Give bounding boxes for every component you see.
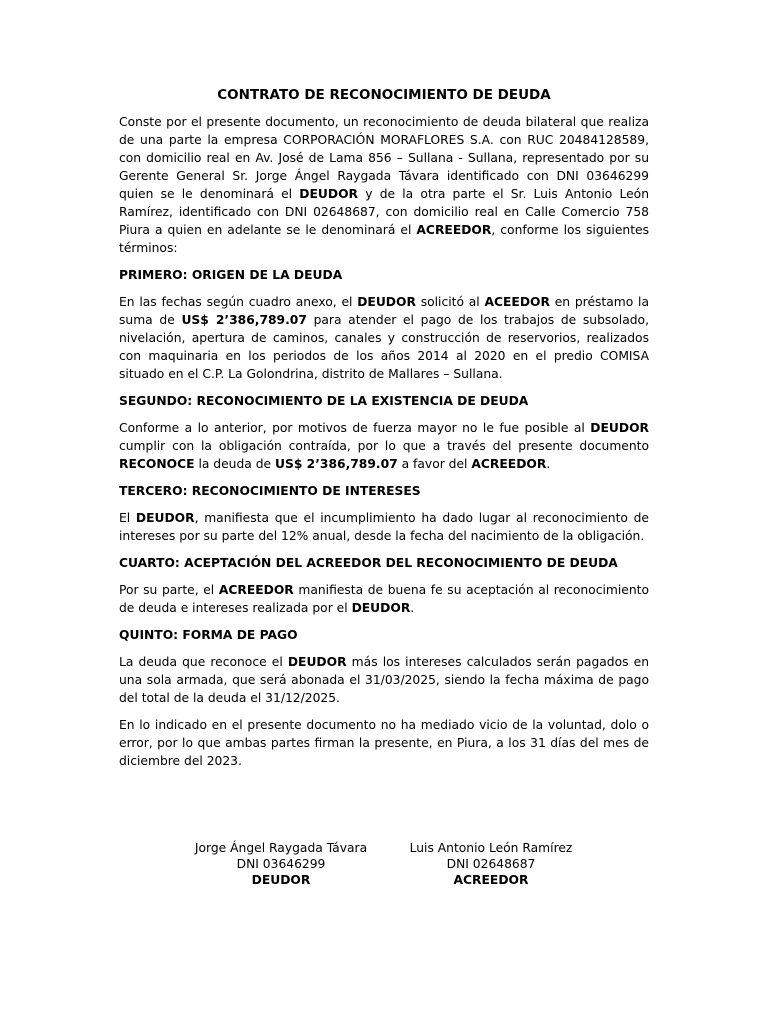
text-run: a favor del xyxy=(397,457,472,471)
text-run: solicitó al xyxy=(415,295,485,309)
clause-paragraph xyxy=(119,293,649,383)
bold-text: US$ 2’386,789.07 xyxy=(275,457,398,471)
text-run: cumplir con la obligación contraída, por lo que a través del presente documento xyxy=(119,439,649,453)
bold-text: DEUDOR xyxy=(287,655,347,669)
bold-text: DEUDOR xyxy=(351,601,411,615)
bold-text: ACREEDOR xyxy=(471,457,547,471)
text-run: y de la otra parte el Sr. Luis Antonio León Ramírez, identificado con DNI 02648687, con domicilio real en Calle Comercio 758 Piura a quien en adelante se le denominará el xyxy=(119,187,649,237)
debtor-dni: DNI 03646299 xyxy=(236,857,326,871)
clause-heading: TERCERO: RECONOCIMIENTO DE INTERESES xyxy=(119,484,421,498)
text-run: . xyxy=(410,601,415,615)
text-run: En lo indicado en el presente documento no ha mediado vicio de la voluntad, dolo o error, por lo que ambas partes firman la presente, en Piura, a los 31 días del mes de diciembre del 2023. xyxy=(119,718,649,768)
creditor-dni: DNI 02648687 xyxy=(446,857,536,871)
bold-text: DEUDOR xyxy=(299,187,359,201)
clause-heading: QUINTO: FORMA DE PAGO xyxy=(119,628,298,642)
text-run: Conste por el presente documento, un reconocimiento de deuda bilateral que realiza de una parte la empresa CORPORACIÓN MORAFLORES S.A. con RUC 20484128589, con domicilio real en Av. José de Lama 856 – Sullana - Sullana, representado por su Gerente General Sr. Jorge Ángel Raygada Távara identificado con DNI 03646299 quien se le denominará el xyxy=(119,115,649,201)
text-run: en préstamo la suma de xyxy=(119,295,649,327)
clause-paragraph xyxy=(119,509,649,545)
text-run: la deuda de xyxy=(194,457,275,471)
signature-debtor xyxy=(181,840,381,888)
intro-paragraph xyxy=(119,113,649,257)
bold-text: DEUDOR xyxy=(357,295,416,309)
creditor-role: ACREEDOR xyxy=(453,873,529,887)
clause-heading: SEGUNDO: RECONOCIMIENTO DE LA EXISTENCIA DE DEUDA xyxy=(119,394,529,408)
bold-text: ACREEDOR xyxy=(218,583,294,597)
clause-heading: PRIMERO: ORIGEN DE LA DEUDA xyxy=(119,268,343,282)
creditor-name: Luis Antonio León Ramírez xyxy=(409,841,573,855)
text-run: más los intereses calculados serán pagados en una sola armada, que será abonada el 31/03/2025, siendo la fecha máxima de pago del total de la deuda el 31/12/2025. xyxy=(119,655,649,705)
debtor-role: DEUDOR xyxy=(251,873,311,887)
document-title: CONTRATO DE RECONOCIMIENTO DE DEUDA xyxy=(217,87,551,103)
bold-text: ACREEDOR xyxy=(416,223,492,237)
text-run: . xyxy=(546,457,551,471)
text-run: manifiesta de buena fe su aceptación al reconocimiento de deuda e intereses realizada por el xyxy=(119,583,649,615)
document-body xyxy=(119,113,649,770)
bold-text: ACEEDOR xyxy=(484,295,550,309)
signature-creditor xyxy=(391,840,591,888)
contract-document xyxy=(119,86,649,779)
text-run: En las fechas según cuadro anexo, el xyxy=(119,295,358,309)
text-run: , manifiesta que el incumplimiento ha dado lugar al reconocimiento de intereses por su parte del 12% anual, desde la fecha del nacimiento de la obligación. xyxy=(119,511,649,543)
text-run: La deuda que reconoce el xyxy=(119,655,288,669)
bold-text: DEUDOR xyxy=(135,511,195,525)
text-run: Conforme a lo anterior, por motivos de fuerza mayor no le fue posible al xyxy=(119,421,591,435)
clause-paragraph xyxy=(119,419,649,473)
text-run: , conforme los siguientes términos: xyxy=(119,223,649,255)
debtor-name: Jorge Ángel Raygada Távara xyxy=(194,841,368,855)
clause-paragraph xyxy=(119,653,649,707)
clause-heading: CUARTO: ACEPTACIÓN DEL ACREEDOR DEL RECONOCIMIENTO DE DEUDA xyxy=(119,556,618,570)
clause-paragraph xyxy=(119,716,649,770)
clause-paragraph xyxy=(119,581,649,617)
text-run: para atender el pago de los trabajos de subsolado, nivelación, apertura de caminos, canales y construcción de reservorios, realizados con maquinaria en los periodos de los años 2014 al 2020 en el predio COMISA situado en el C.P. La Golondrina, distrito de Mallares – Sullana. xyxy=(119,313,649,381)
text-run: El xyxy=(119,511,136,525)
bold-text: US$ 2’386,789.07 xyxy=(181,313,307,327)
bold-text: DEUDOR xyxy=(590,421,649,435)
bold-text: RECONOCE xyxy=(119,457,195,471)
text-run: Por su parte, el xyxy=(119,583,219,597)
